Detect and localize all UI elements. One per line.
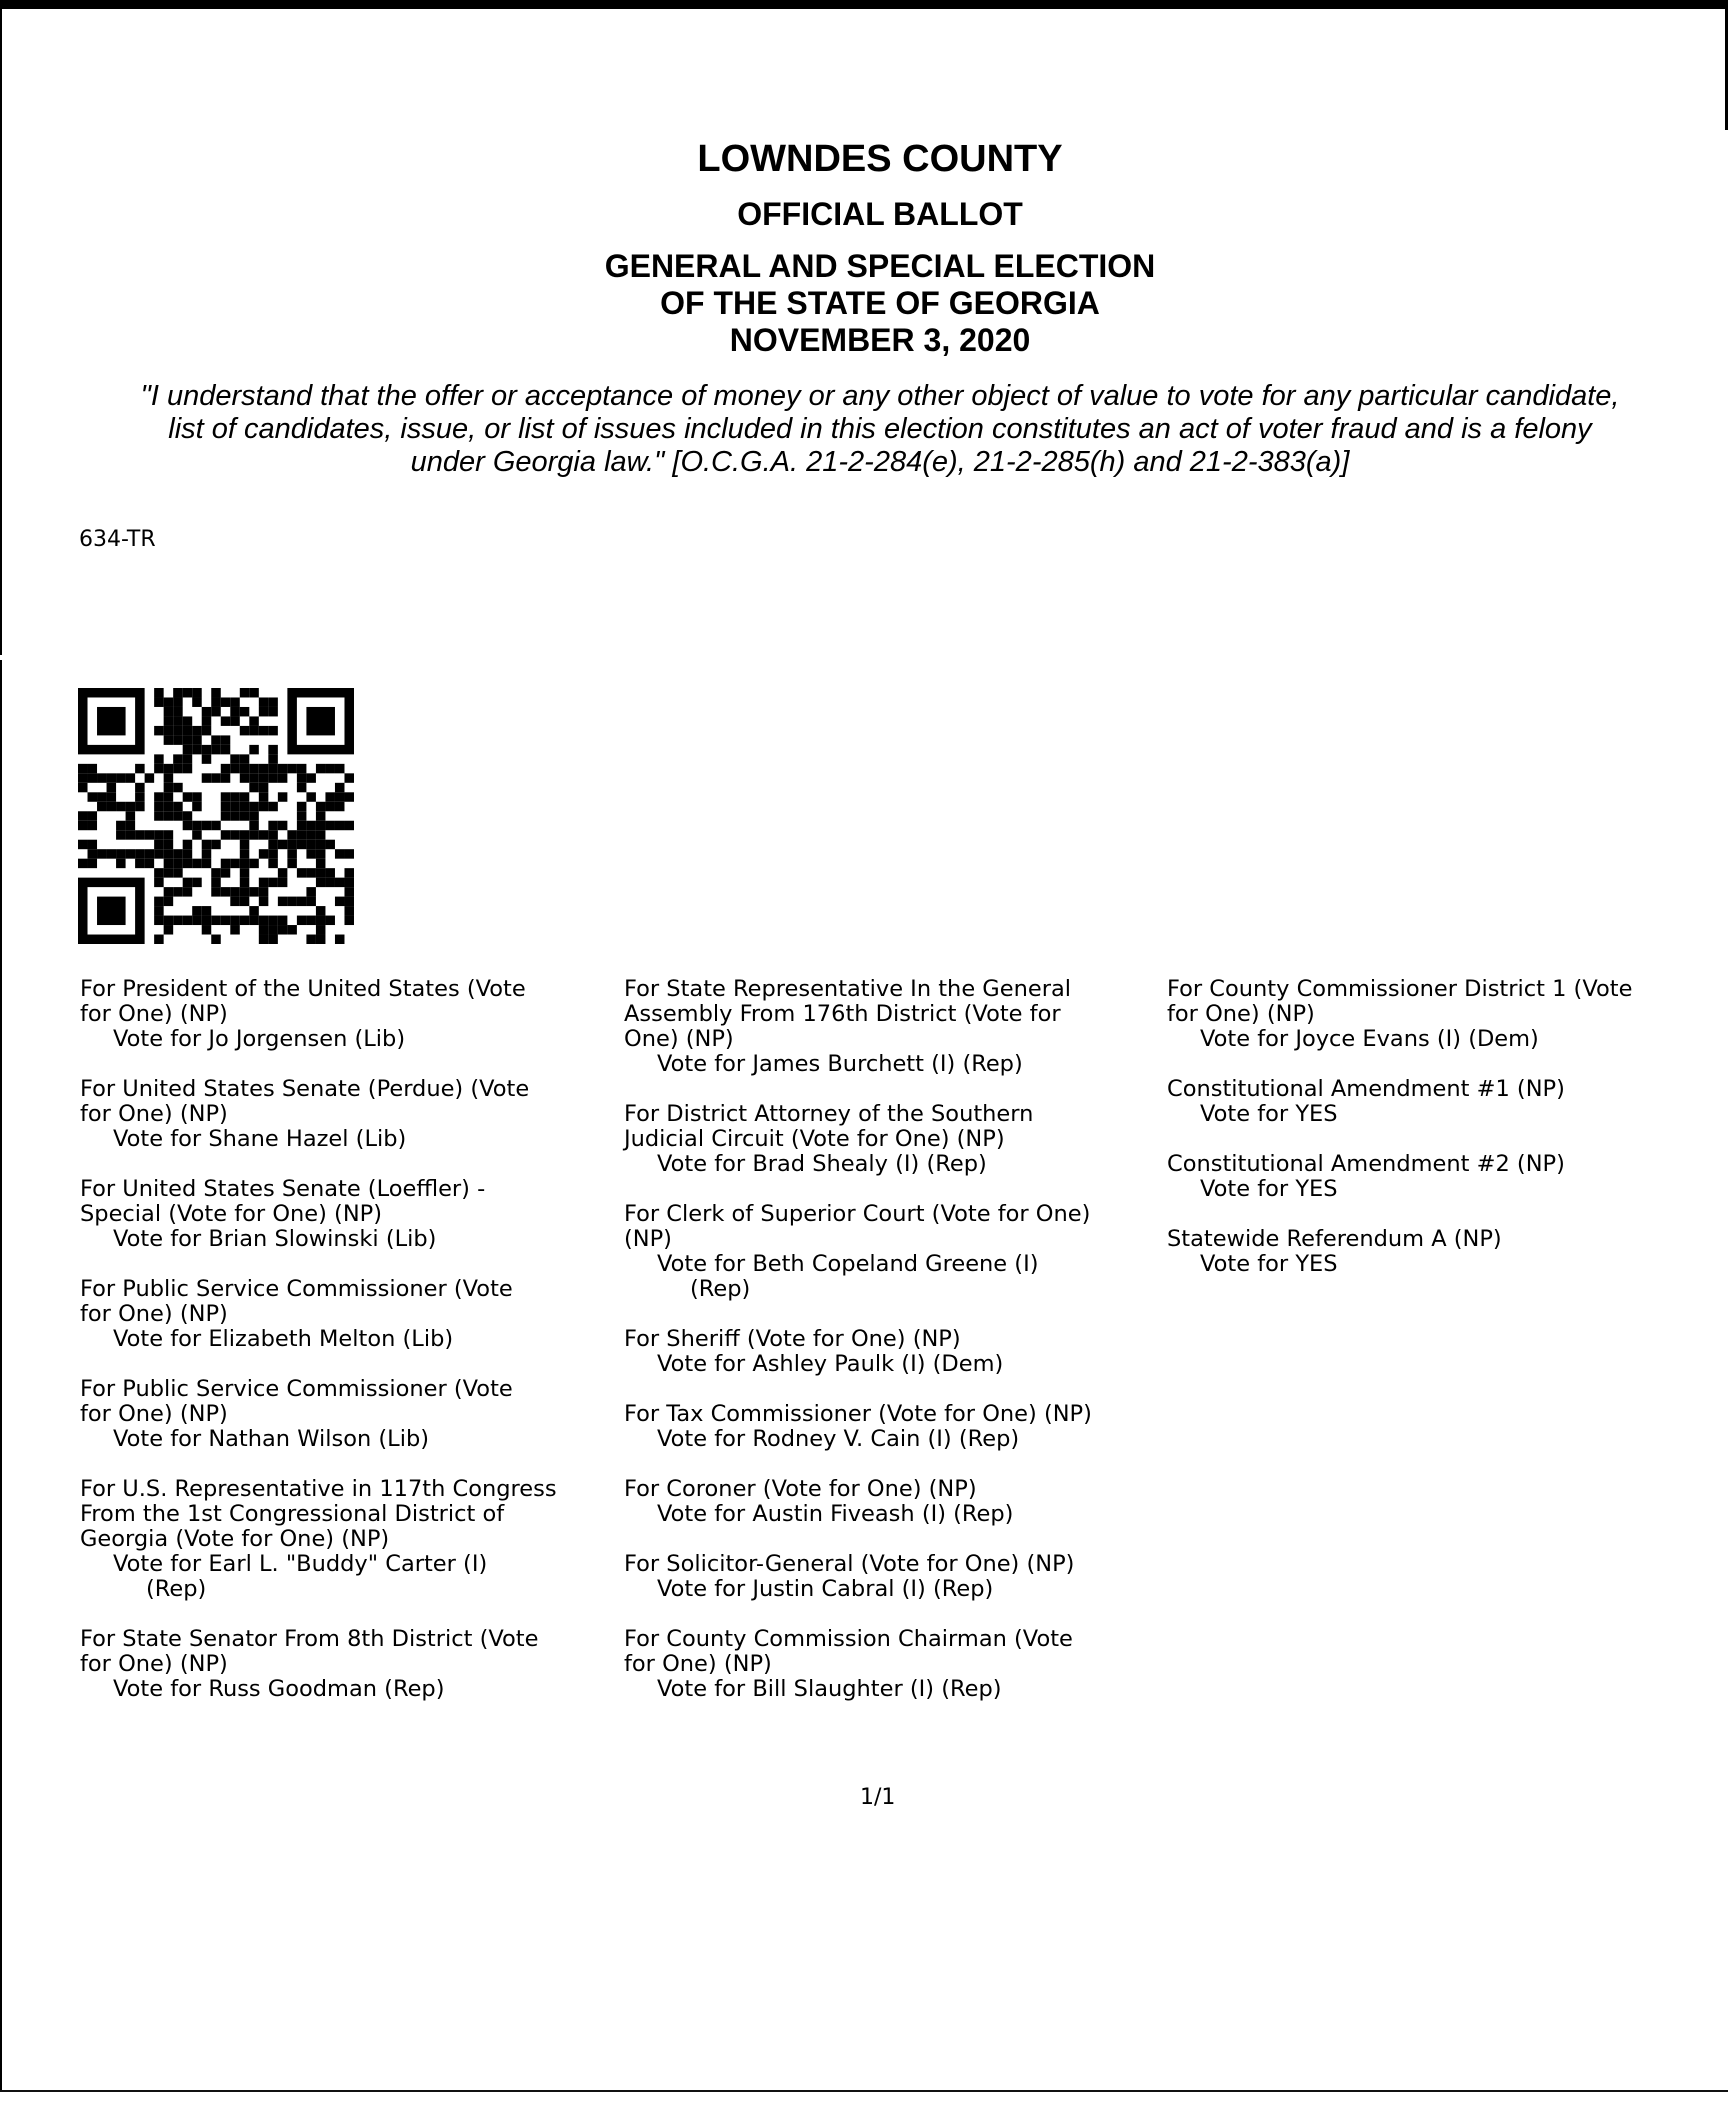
- race-selection: [80, 1377, 620, 1452]
- race-selection: [624, 1402, 1164, 1452]
- oath-line: under Georgia law." [O.C.G.A. 21-2-284(e), 21-2-285(h) and 21-2-383(a)]: [410, 446, 1350, 478]
- race-title: for One) (NP): [80, 1401, 228, 1427]
- column-2: [624, 977, 1164, 1727]
- selected-choice: Vote for YES: [1200, 1101, 1338, 1127]
- race-selection: [624, 977, 1164, 1077]
- race-selection: [624, 1202, 1164, 1302]
- selected-choice: Vote for Russ Goodman (Rep): [113, 1676, 445, 1702]
- race-selection: [1167, 1152, 1728, 1202]
- race-selection: [80, 1177, 620, 1252]
- column-3: [1167, 977, 1728, 1302]
- race-title: For Clerk of Superior Court (Vote for One): [624, 1201, 1091, 1227]
- column-1: [80, 977, 620, 1727]
- race-selection: [80, 1077, 620, 1152]
- race-title: For President of the United States (Vote: [80, 976, 526, 1002]
- race-title: for One) (NP): [80, 1101, 228, 1127]
- race-title: For Tax Commissioner (Vote for One) (NP): [624, 1401, 1092, 1427]
- race-title: For U.S. Representative in 117th Congress: [80, 1476, 557, 1502]
- scan-border-left-lower: [0, 660, 2, 2090]
- election-title: [0, 248, 1728, 359]
- race-title: For State Representative In the General: [624, 976, 1071, 1002]
- selected-choice: Vote for Justin Cabral (I) (Rep): [657, 1576, 994, 1602]
- selected-choice: Vote for Joyce Evans (I) (Dem): [1200, 1026, 1539, 1052]
- race-selection: [624, 1477, 1164, 1527]
- race-title: for One) (NP): [80, 1651, 228, 1677]
- race-selection: [1167, 1077, 1728, 1127]
- race-title: Constitutional Amendment #1 (NP): [1167, 1076, 1565, 1102]
- page-number: 1/1: [860, 1785, 896, 1810]
- race-title: For Solicitor-General (Vote for One) (NP): [624, 1551, 1075, 1577]
- race-title: for One) (NP): [624, 1651, 772, 1677]
- race-title: From the 1st Congressional District of: [80, 1501, 505, 1527]
- race-selection: [624, 1627, 1164, 1702]
- selected-choice: Vote for Ashley Paulk (I) (Dem): [657, 1351, 1004, 1377]
- selected-choice: Vote for Brian Slowinski (Lib): [113, 1226, 437, 1252]
- race-title: For Public Service Commissioner (Vote: [80, 1276, 513, 1302]
- race-selection: [80, 977, 620, 1052]
- race-selection: [624, 1552, 1164, 1602]
- election-date: NOVEMBER 3, 2020: [729, 322, 1031, 358]
- selected-choice: Vote for Jo Jorgensen (Lib): [113, 1026, 406, 1052]
- oath-line: "I understand that the offer or acceptance of money or any other object of value to vote for any particular candidate,: [140, 380, 1620, 412]
- race-selection: [1167, 1227, 1728, 1277]
- selected-choice: (Rep): [146, 1576, 207, 1602]
- race-selection: [624, 1327, 1164, 1377]
- oath-line: list of candidates, issue, or list of issues included in this election constitutes an act of voter fraud and is a felony: [168, 413, 1592, 445]
- selected-choice: Vote for Brad Shealy (I) (Rep): [657, 1151, 987, 1177]
- race-title: for One) (NP): [80, 1301, 228, 1327]
- race-title: For United States Senate (Perdue) (Vote: [80, 1076, 530, 1102]
- election-line: OF THE STATE OF GEORGIA: [660, 285, 1100, 321]
- selected-choice: Vote for Earl L. "Buddy" Carter (I): [113, 1551, 488, 1577]
- race-title: For United States Senate (Loeffler) -: [80, 1176, 486, 1202]
- race-title: for One) (NP): [1167, 1001, 1315, 1027]
- race-title: For District Attorney of the Southern: [624, 1101, 1034, 1127]
- race-title: Assembly From 176th District (Vote for: [624, 1001, 1061, 1027]
- selected-choice: Vote for Nathan Wilson (Lib): [113, 1426, 429, 1452]
- selected-choice: Vote for Austin Fiveash (I) (Rep): [657, 1501, 1014, 1527]
- race-title: Statewide Referendum A (NP): [1167, 1226, 1502, 1252]
- selected-choice: Vote for Rodney V. Cain (I) (Rep): [657, 1426, 1020, 1452]
- scan-border-bottom: [0, 2090, 1728, 2092]
- selected-choice: Vote for Elizabeth Melton (Lib): [113, 1326, 454, 1352]
- race-title: For Public Service Commissioner (Vote: [80, 1376, 513, 1402]
- selected-choice: Vote for Shane Hazel (Lib): [113, 1126, 407, 1152]
- scan-border-top: [0, 0, 1728, 9]
- voter-oath: [60, 380, 1700, 479]
- race-title: for One) (NP): [80, 1001, 228, 1027]
- selected-choice: Vote for YES: [1200, 1251, 1338, 1277]
- selected-choice: Vote for James Burchett (I) (Rep): [657, 1051, 1023, 1077]
- race-title: For State Senator From 8th District (Vote: [80, 1626, 539, 1652]
- race-selection: [80, 1277, 620, 1352]
- race-title: One) (NP): [624, 1026, 734, 1052]
- race-title: For Sheriff (Vote for One) (NP): [624, 1326, 961, 1352]
- race-selection: [80, 1477, 620, 1602]
- race-selection: [80, 1627, 620, 1702]
- ballot-style-code: 634-TR: [79, 527, 156, 552]
- county-title: LOWNDES COUNTY: [697, 138, 1063, 180]
- race-title: For County Commissioner District 1 (Vote: [1167, 977, 1633, 1002]
- race-selection: [1167, 977, 1728, 1052]
- race-selection: [624, 1102, 1164, 1177]
- selected-choice: Vote for Bill Slaughter (I) (Rep): [657, 1676, 1002, 1702]
- selected-choice: Vote for YES: [1200, 1176, 1338, 1202]
- race-title: Special (Vote for One) (NP): [80, 1201, 383, 1227]
- ballot-title: OFFICIAL BALLOT: [737, 196, 1023, 232]
- race-title: For County Commission Chairman (Vote: [624, 1626, 1073, 1652]
- qr-code: [78, 688, 354, 944]
- race-title: Judicial Circuit (Vote for One) (NP): [624, 1126, 1005, 1152]
- race-title: For Coroner (Vote for One) (NP): [624, 1476, 977, 1502]
- race-title: (NP): [624, 1226, 672, 1252]
- selected-choice: (Rep): [690, 1276, 751, 1302]
- selected-choice: Vote for Beth Copeland Greene (I): [657, 1251, 1039, 1277]
- race-title: Georgia (Vote for One) (NP): [80, 1526, 390, 1552]
- race-title: Constitutional Amendment #2 (NP): [1167, 1151, 1565, 1177]
- election-line: GENERAL AND SPECIAL ELECTION: [604, 248, 1156, 284]
